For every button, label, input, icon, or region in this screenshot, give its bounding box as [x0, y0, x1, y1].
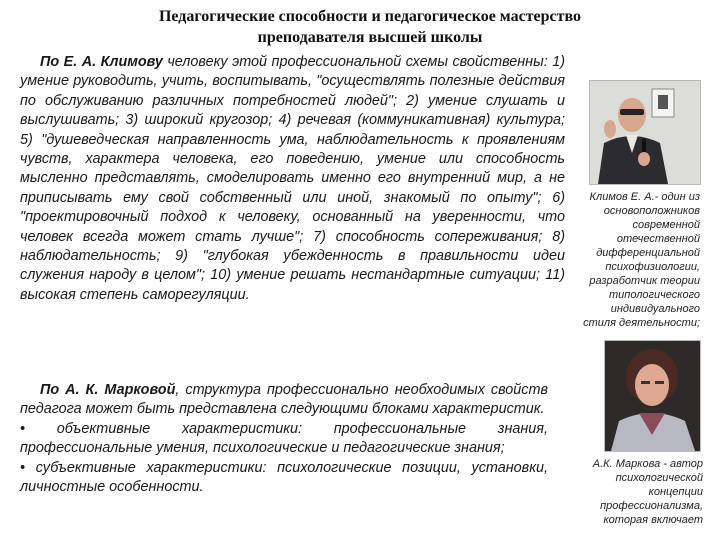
markova-caption — [565, 457, 703, 527]
markova-caption-line: концепции — [648, 486, 703, 498]
klimov-caption-line: Климов Е. А.- один из — [589, 191, 700, 203]
klimov-caption-line: отечественной — [616, 233, 700, 245]
klimov-paragraph — [20, 53, 565, 305]
klimov-lead: По Е. А. Климову — [40, 54, 163, 70]
klimov-photo — [589, 80, 701, 185]
markova-photo — [604, 340, 701, 452]
markova-caption-line: психологической — [615, 472, 703, 484]
title-line-1: Педагогические способности и педагогическое мастерство — [158, 8, 582, 25]
klimov-text: человеку этой профессиональной схемы свойственны: 1) умение руководить, учить, воспитывать, "осуществлять полезные действия по обслуживанию различных потребностей людей"; 2) умение слушать и выслушивать; 3) широкий кругозор; 4) речевая (коммуникативная) культура; 5) "душеведческая направленность ума, наблюдательность к проявлениям чувств, характера человека, его поведению, умение или способность мысленно представлять, смоделировать именно его внутренний мир, а не приписывать ему свой собственный или иной, знакомый по опыту"; 6) "проектировочный подход к человеку, основанный на уверенности, что человек всегда может стать лучше"; 7) способность сопереживания; 8) наблюдательность; 9) "глубокая убежденность в правильности идеи служения народу в целом"; 10) умение решать нестандартные ситуации; 11) высокая степень саморегуляции. — [20, 54, 565, 303]
markova-caption-line: А.К. Маркова - автор — [592, 458, 703, 470]
page-title — [100, 6, 640, 48]
klimov-caption — [565, 190, 700, 330]
klimov-caption-line: индивидуального — [610, 303, 700, 315]
markova-paragraph — [20, 381, 548, 497]
klimov-caption-line: стиля деятельности; — [583, 317, 700, 329]
klimov-caption-line: психофизиологии, — [605, 261, 700, 273]
markova-bullet-subjective: • субъективные характеристики: психологические позиции, установки, личностные особенности. — [20, 459, 548, 496]
markova-portrait-image — [605, 341, 700, 451]
markova-caption-line: профессионализма, — [600, 500, 703, 512]
klimov-caption-line: основоположников — [603, 205, 700, 217]
markova-lead: По А. К. Марковой — [40, 382, 176, 398]
markova-text: , структура профессионально необходимых свойств педагога может быть представлена следующими блоками характеристик. — [20, 382, 548, 418]
markova-bullet-objective: • объективные характеристики: профессиональные знания, профессиональные умения, психологические и педагогические знания; — [20, 420, 548, 457]
klimov-caption-line: современной — [632, 219, 700, 231]
klimov-caption-line: дифференциальной — [596, 247, 700, 259]
klimov-caption-line: типологического — [609, 289, 700, 301]
title-line-2: преподавателя высшей школы — [257, 29, 483, 46]
klimov-caption-line: разработчик теории — [589, 275, 700, 287]
markova-caption-line: которая включает — [603, 514, 703, 526]
klimov-portrait-image — [590, 81, 700, 184]
